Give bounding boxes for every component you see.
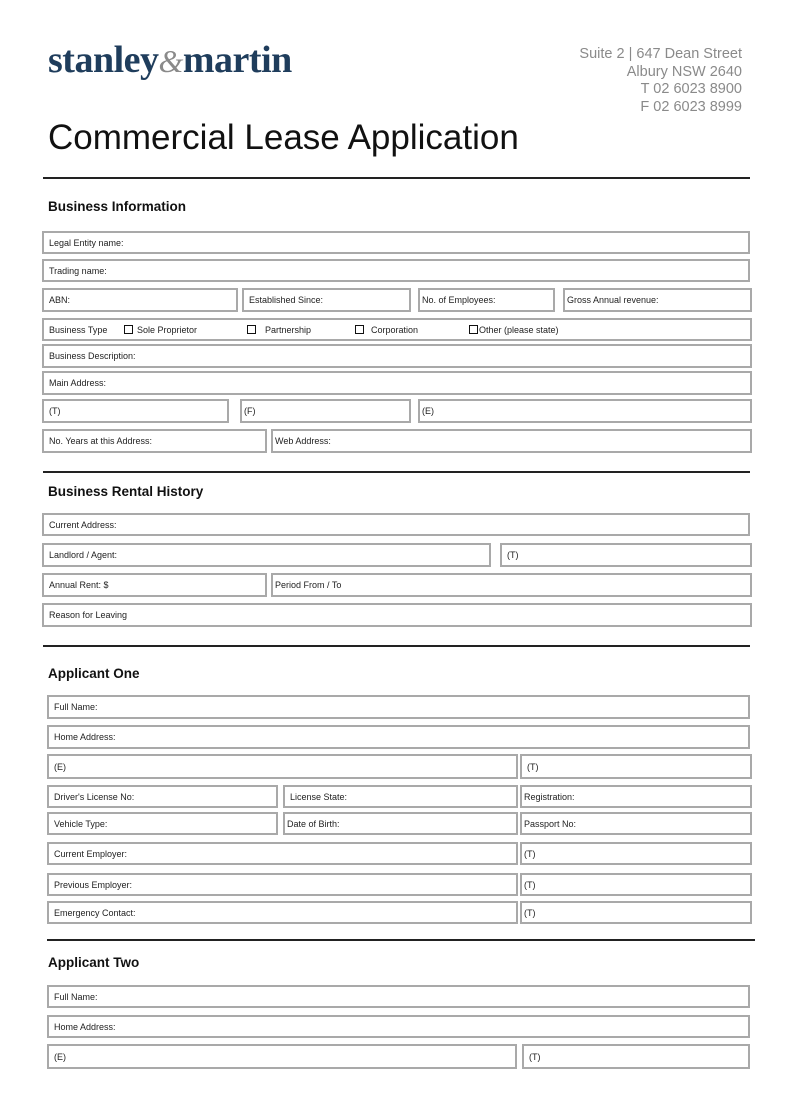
section-divider: [47, 939, 755, 941]
company-logo: [48, 38, 292, 82]
applicant-one-emergency-contact-field[interactable]: Emergency Contact:: [47, 901, 518, 924]
no-of-employees-field[interactable]: No. of Employees:: [418, 288, 555, 312]
section-heading-business-information: Business Information: [48, 199, 187, 214]
fax-line: F 02 6023 8999: [640, 98, 742, 115]
logo-text-stanley: stanley: [48, 39, 159, 81]
section-heading-applicant-two: Applicant Two: [48, 955, 140, 970]
partnership-checkbox[interactable]: [247, 325, 311, 335]
landlord-agent-field[interactable]: Landlord / Agent:: [42, 543, 491, 567]
address-line: Suite 2 | 647 Dean Street: [579, 46, 742, 62]
section-heading-rental-history: Business Rental History: [48, 484, 204, 499]
applicant-one-current-employer-field[interactable]: Current Employer:: [47, 842, 518, 865]
applicant-one-home-address-field[interactable]: Home Address:: [47, 725, 750, 749]
business-type-row: [42, 318, 752, 341]
applicant-one-drivers-license-field[interactable]: Driver's License No:: [47, 785, 278, 808]
abn-field[interactable]: ABN:: [42, 288, 238, 312]
landlord-phone-field[interactable]: (T): [500, 543, 752, 567]
applicant-one-license-state-field[interactable]: License State:: [283, 785, 518, 808]
checkbox-icon: [469, 325, 478, 334]
applicant-one-previous-employer-phone-field[interactable]: (T): [520, 873, 752, 896]
applicant-one-previous-employer-field[interactable]: Previous Employer:: [47, 873, 518, 896]
other-checkbox[interactable]: [469, 325, 559, 335]
applicant-one-email-field[interactable]: (E): [47, 754, 518, 779]
address-line: Albury NSW 2640: [626, 63, 742, 80]
business-email-field[interactable]: (E): [418, 399, 752, 423]
applicant-one-registration-field[interactable]: Registration:: [520, 785, 752, 808]
checkbox-label: Sole Proprietor: [137, 324, 198, 335]
applicant-two-phone-field[interactable]: (T): [522, 1044, 750, 1069]
page-title: Commercial Lease Application: [48, 118, 519, 157]
applicant-one-phone-field[interactable]: (T): [520, 754, 752, 779]
applicant-two-email-field[interactable]: (E): [47, 1044, 517, 1069]
applicant-one-full-name-field[interactable]: Full Name:: [47, 695, 750, 719]
checkbox-icon: [355, 325, 364, 334]
business-phone-field[interactable]: (T): [42, 399, 229, 423]
logo-ampersand: &: [158, 43, 183, 79]
checkbox-icon: [247, 325, 256, 334]
business-description-field[interactable]: Business Description:: [42, 344, 752, 368]
applicant-one-date-of-birth-field[interactable]: Date of Birth:: [283, 812, 518, 835]
checkbox-label: Partnership: [265, 324, 312, 335]
main-address-field[interactable]: Main Address:: [42, 371, 752, 395]
section-divider: [43, 177, 750, 179]
business-fax-field[interactable]: (F): [240, 399, 411, 423]
logo-text-martin: martin: [182, 39, 292, 81]
web-address-field[interactable]: Web Address:: [271, 429, 752, 453]
gross-annual-revenue-field[interactable]: Gross Annual revenue:: [563, 288, 752, 312]
checkbox-icon: [124, 325, 133, 334]
applicant-one-emergency-contact-phone-field[interactable]: (T): [520, 901, 752, 924]
reason-for-leaving-field[interactable]: Reason for Leaving: [42, 603, 752, 627]
annual-rent-field[interactable]: Annual Rent: $: [42, 573, 267, 597]
section-heading-applicant-one: Applicant One: [48, 666, 140, 681]
legal-entity-name-field[interactable]: Legal Entity name:: [42, 231, 750, 254]
established-since-field[interactable]: Established Since:: [242, 288, 411, 312]
applicant-two-home-address-field[interactable]: Home Address:: [47, 1015, 750, 1038]
applicant-one-current-employer-phone-field[interactable]: (T): [520, 842, 752, 865]
trading-name-field[interactable]: Trading name:: [42, 259, 750, 282]
checkbox-label: Corporation: [371, 324, 419, 335]
section-divider: [43, 645, 750, 647]
current-address-field[interactable]: Current Address:: [42, 513, 750, 536]
applicant-two-full-name-field[interactable]: Full Name:: [47, 985, 750, 1008]
business-type-label: Business Type: [49, 324, 108, 335]
section-divider: [43, 471, 750, 473]
sole-proprietor-checkbox[interactable]: [124, 325, 197, 335]
checkbox-label: Other (please state): [479, 324, 559, 335]
phone-line: T 02 6023 8900: [640, 81, 742, 97]
period-from-to-field[interactable]: Period From / To: [271, 573, 752, 597]
company-address: [579, 46, 742, 116]
years-at-address-field[interactable]: No. Years at this Address:: [42, 429, 267, 453]
applicant-one-vehicle-type-field[interactable]: Vehicle Type:: [47, 812, 278, 835]
corporation-checkbox[interactable]: [355, 325, 418, 335]
applicant-one-passport-no-field[interactable]: Passport No:: [520, 812, 752, 835]
